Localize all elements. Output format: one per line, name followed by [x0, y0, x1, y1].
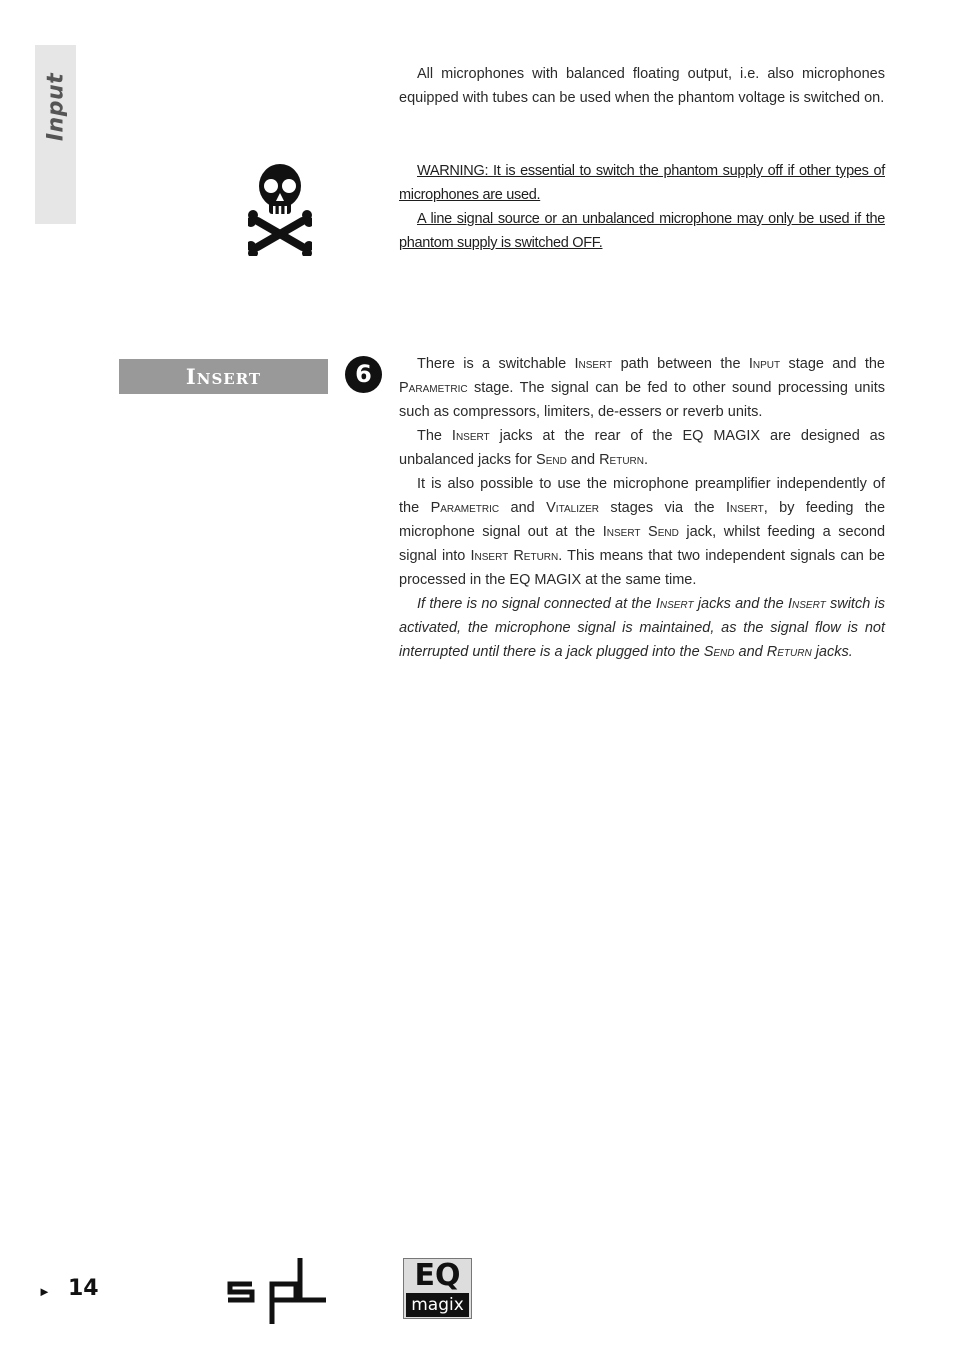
spl-logo	[226, 1258, 328, 1324]
insert-section-text	[399, 352, 885, 664]
insert-paragraph-3: It is also possible to use the microphone preamplifier independently of the Parametric and Vitalizer stages via the Insert, by feeding the microphone signal out at the Insert Send jack, whilst feeding a second signal into Insert Return. This means that two independent signals can be processed in the EQ MAGIX at the same time.	[399, 476, 886, 588]
insert-paragraph-2: The Insert jacks at the rear of the EQ MAGIX are designed as unbalanced jacks for Send and Return.	[399, 428, 885, 468]
warning-block	[399, 159, 885, 255]
eq-magix-logo: EQ magix	[403, 1258, 472, 1319]
warning-text-1: WARNING: It is essential to switch the phantom supply off if other types of microphones are used.	[399, 163, 885, 203]
skull-crossbones-icon	[248, 160, 312, 256]
intro-text	[399, 62, 885, 110]
side-tab-label: Input	[43, 72, 68, 142]
side-tab	[35, 45, 76, 224]
page-arrow-icon: ►	[38, 1284, 51, 1299]
warning-text-2: A line signal source or an unbalanced microphone may only be used if the phantom supply is switched OFF.	[399, 211, 885, 251]
page-number: 14	[68, 1276, 99, 1301]
insert-paragraph-4: If there is no signal connected at the Insert jacks and the Insert switch is activated, the microphone signal is maintained, as the signal flow is not interrupted until there is a jack plugged into the Send and Return jacks.	[399, 596, 886, 660]
section-title-insert: Insert	[119, 359, 328, 394]
section-number-badge: 6	[345, 356, 382, 393]
intro-paragraph: All microphones with balanced floating output, i.e. also microphones equipped with tubes can be used when the phantom voltage is switched on.	[399, 66, 885, 106]
insert-paragraph-1: There is a switchable Insert path between the Input stage and the Parametric stage. The signal can be fed to other sound processing units such as compressors, limiters, de-essers or reverb units.	[399, 356, 885, 420]
